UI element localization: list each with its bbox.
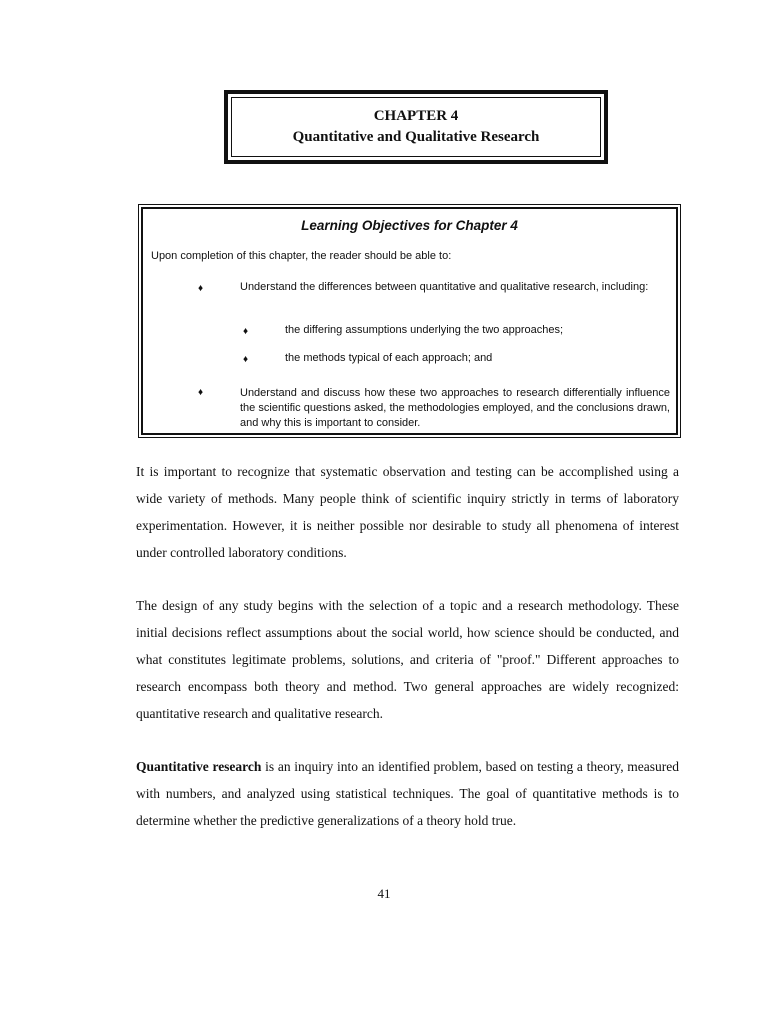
body-paragraph-2: The design of any study begins with the selection of a topic and a research methodology. These initial decisions reflect assumptions about the social world, how science should be conducted, and what constitutes legitimate problems, solutions, and criteria of "proof." Different approaches to research encompass both theory and method. Two general approaches are widely recognized: quantitative research and qualitative research. [136,598,679,721]
chapter-header-box [224,90,608,164]
body-paragraph-3 [136,753,679,834]
objective-subitem-2: the methods typical of each approach; and [285,352,493,364]
objectives-heading: Learning Objectives for Chapter 4 [301,218,518,233]
learning-objectives-box [138,204,681,438]
body-paragraph-1: It is important to recognize that systematic observation and testing can be accomplished using a wide variety of methods. Many people think of scientific inquiry strictly in terms of laboratory experimentation. However, it is neither possible nor desirable to study all phenomena of interest under controlled laboratory conditions. [136,464,679,560]
quantitative-research-definition: is an inquiry into an identified problem, based on testing a theory, measured with numbers, and analyzed using statistical techniques. The goal of quantitative methods is to determine whether the predictive generalizations of a theory hold true. [136,759,679,828]
chapter-header-inner [231,97,601,157]
chapter-title: Quantitative and Qualitative Research [292,129,540,145]
learning-objectives-inner [141,207,678,435]
diamond-bullet-icon: ♦ [243,326,249,337]
diamond-bullet-icon: ♦ [243,354,249,365]
objectives-intro: Upon completion of this chapter, the reader should be able to: [151,250,452,262]
objective-item-2: Understand and discuss how these two approaches to research differentially influence the scientific questions asked, the methodologies employed, and the conclusions drawn, and why this is important to consider. [240,387,670,429]
objective-item-1: Understand the differences between quantitative and qualitative research, including: [240,281,649,293]
page-number: 41 [377,886,391,901]
objective-subitem-1: the differing assumptions underlying the two approaches; [285,324,564,336]
diamond-bullet-icon: ♦ [198,283,204,294]
chapter-label: CHAPTER 4 [373,108,459,124]
quantitative-research-term: Quantitative research [136,759,262,774]
diamond-bullet-icon: ♦ [198,387,204,398]
